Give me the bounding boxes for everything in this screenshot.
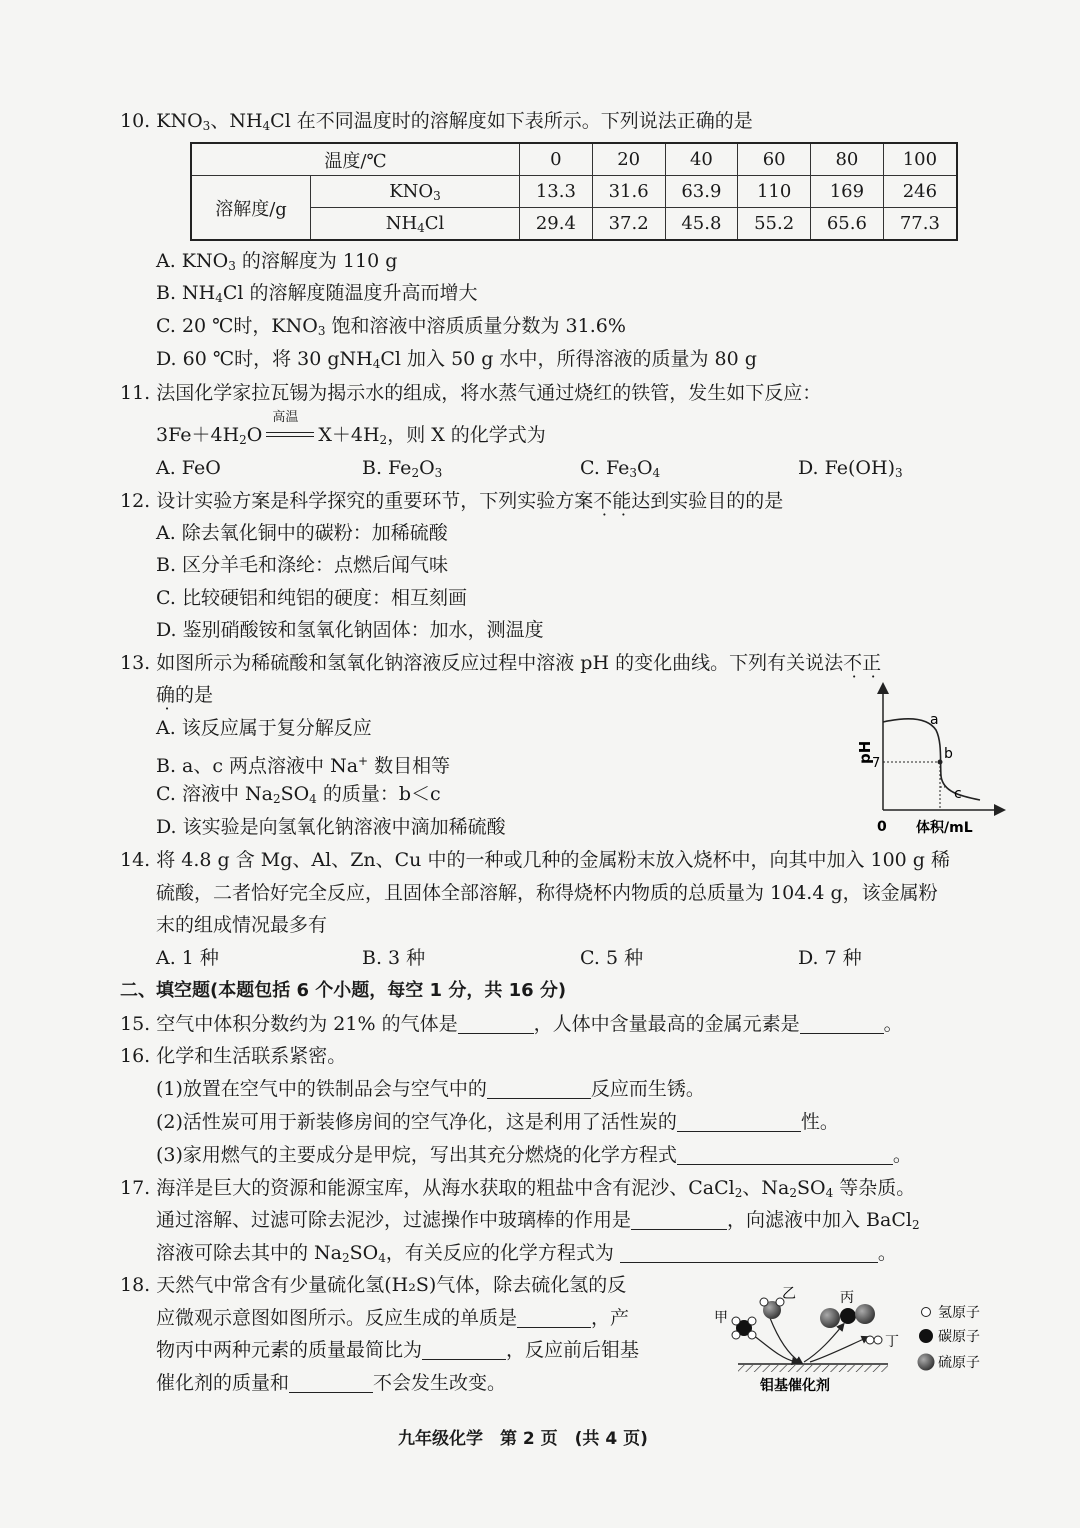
q11-option-a: A. FeO	[156, 457, 221, 479]
q14-line3: 末的组成情况最多有	[156, 914, 328, 936]
q18-line4: 催化剂的质量和 不会发生改变。	[156, 1372, 507, 1394]
answer-blank[interactable]	[631, 1211, 727, 1230]
temp-cell: 0	[520, 143, 593, 176]
kno3-value: 13.3	[520, 176, 593, 208]
ph-chart	[850, 680, 1010, 840]
q11-option-b: B. $Fe_2O_3$	[362, 457, 443, 480]
q12-option-c: C. 比较硬铝和纯铝的硬度：相互刻画	[156, 587, 467, 609]
temp-cell: 100	[883, 143, 957, 176]
q16-part2: (2)活性炭可用于新装修房间的空气净化，这是利用了活性炭的 性。	[156, 1111, 839, 1133]
q13-option-b: B. a、c 两点溶液中 Na+ 数目相等	[156, 754, 451, 777]
kno3-value: 246	[883, 176, 957, 208]
temp-cell: 20	[592, 143, 665, 176]
point-b	[938, 760, 943, 765]
nh4cl-value: 55.2	[738, 208, 811, 241]
q16-part3: (3)家用燃气的主要成分是甲烷，写出其充分燃烧的化学方程式 。	[156, 1144, 912, 1166]
legend-c-icon	[919, 1329, 933, 1343]
section-heading: 二、填空题(本题包括 6 个小题，每空 1 分，共 16 分)	[120, 980, 567, 1001]
kno3-label: $KNO_3$	[311, 176, 520, 208]
temp-header: 温度/℃	[191, 143, 520, 176]
point-b-label: b	[944, 746, 953, 762]
kno3-value: 63.9	[665, 176, 738, 208]
equation-arrow: 高温	[266, 422, 314, 448]
q14-line1: 14. 将 4.8 g 含 Mg、Al、Zn、Cu 中的一种或几种的金属粉末放入烧杯中，向其中加入 100 g 稀	[120, 849, 951, 871]
solubility-label: 溶解度/g	[191, 176, 311, 241]
answer-blank[interactable]	[422, 1341, 506, 1360]
answer-blank[interactable]	[487, 1080, 591, 1099]
q13-option-d: D. 该实验是向氢氧化钠溶液中滴加稀硫酸	[156, 816, 506, 838]
q18-line3: 物丙中两种元素的质量最简比为 ，反应前后钼基	[156, 1339, 640, 1361]
q16-part1: (1)放置在空气中的铁制品会与空气中的 反应而生锈。	[156, 1078, 705, 1100]
q18-line1: 18. 天然气中常含有少量硫化氢(H₂S)气体，除去硫化氢的反	[120, 1274, 627, 1296]
q13-option-a: A. 该反应属于复分解反应	[156, 717, 372, 739]
nh4cl-value: 45.8	[665, 208, 738, 241]
q11-stem: 11. 法国化学家拉瓦锡为揭示水的组成，将水蒸气通过烧红的铁管，发生如下反应：	[120, 382, 822, 404]
q13-option-c: C. 溶液中 $Na_2SO_4$ 的质量：b＜c	[156, 783, 441, 806]
answer-blank[interactable]	[458, 1015, 534, 1034]
q17-line1: 17. 海洋是巨大的资源和能源宝库，从海水获取的粗盐中含有泥沙、CaCl$_2$、$Na_2SO_4$ 等杂质。	[120, 1177, 916, 1200]
kno3-value: 110	[738, 176, 811, 208]
q15: 15. 空气中体积分数约为 21% 的气体是 ，人体中含量最高的金属元素是 。	[120, 1013, 903, 1035]
answer-blank[interactable]	[677, 1113, 801, 1132]
answer-blank[interactable]	[800, 1015, 884, 1034]
q12-stem: 12. 设计实验方案是科学探究的重要环节，下列实验方案不能达到实验目的的是	[120, 490, 784, 512]
x-axis-label: 体积/mL	[916, 820, 973, 836]
catalyst-label: 钼基催化剂	[760, 1378, 830, 1394]
legend-s: 硫原子	[938, 1355, 980, 1371]
label-bing: 丙	[840, 1290, 854, 1306]
q17-line2: 通过溶解、过滤可除去泥沙，过滤操作中玻璃棒的作用是 ，向滤液中加入 BaCl$_2$	[156, 1209, 920, 1232]
q13-stem-cont: 确的是	[156, 684, 214, 706]
nh4cl-value: 77.3	[883, 208, 957, 241]
kno3-value: 169	[811, 176, 884, 208]
answer-blank[interactable]	[677, 1146, 893, 1165]
page-footer: 九年级化学 第 2 页 (共 4 页)	[398, 1429, 648, 1449]
y-axis-label: pH	[856, 740, 874, 764]
q10-option-a: A. $KNO_3$ 的溶解度为 110 g	[156, 250, 398, 273]
label-jia: 甲	[714, 1310, 728, 1326]
solubility-table	[190, 142, 958, 241]
q10-stem: 10. $KNO_3$、$NH_4Cl$ 在不同温度时的溶解度如下表所示。下列说法正确的是	[120, 110, 753, 133]
q12-option-b: B. 区分羊毛和涤纶：点燃后闻气味	[156, 554, 449, 576]
point-a-label: a	[930, 712, 939, 728]
temp-cell: 40	[665, 143, 738, 176]
legend-h: 氢原子	[938, 1305, 980, 1321]
label-yi: 乙	[782, 1286, 796, 1302]
ph7-label: 7	[872, 756, 881, 771]
q16-stem: 16. 化学和生活联系紧密。	[120, 1045, 347, 1067]
molecule-jia	[732, 1317, 756, 1339]
legend-s-icon	[918, 1354, 935, 1371]
q10-option-d: D. 60 ℃时，将 30 gNH$_4$Cl 加入 50 g 水中，所得溶液的质量为 80 g	[156, 348, 757, 371]
legend-c: 碳原子	[938, 1329, 980, 1345]
point-c-label: c	[954, 786, 962, 802]
q10-option-c: C. 20 ℃时，$KNO_3$ 饱和溶液中溶质质量分数为 31.6%	[156, 315, 626, 338]
q14-line2: 硫酸，二者恰好完全反应，且固体全部溶解，称得烧杯内物质的总质量为 104.4 g，该金属粉	[156, 882, 938, 904]
q14-option-d: D. 7 种	[798, 947, 862, 969]
label-ding: 丁	[885, 1334, 899, 1350]
q14-option-c: C. 5 种	[580, 947, 644, 969]
nh4cl-value: 65.6	[811, 208, 884, 241]
answer-blank[interactable]	[620, 1244, 878, 1263]
origin-label: 0	[877, 819, 887, 835]
q10-option-b: B. $NH_4Cl$ 的溶解度随温度升高而增大	[156, 282, 478, 305]
answer-blank[interactable]	[517, 1309, 591, 1328]
ph-curve	[883, 719, 980, 800]
q17-line3: 溶液可除去其中的 $Na_2SO_4$，有关反应的化学方程式为 。	[156, 1242, 897, 1265]
answer-blank[interactable]	[289, 1374, 373, 1393]
q14-option-a: A. 1 种	[156, 947, 219, 969]
q13-stem: 13. 如图所示为稀硫酸和氢氧化钠溶液反应过程中溶液 pH 的变化曲线。下列有关说法不正	[120, 652, 882, 674]
q18-line2: 应微观示意图如图所示。反应生成的单质是 ，产	[156, 1307, 630, 1329]
q11-equation: $3Fe+4H_2O$ 高温 $X+4H_2$，则 X 的化学式为	[156, 410, 546, 447]
q11-option-c: C. $Fe_3O_4$	[580, 457, 661, 480]
legend-h-icon	[922, 1308, 931, 1317]
molecule-yi	[760, 1298, 784, 1319]
nh4cl-value: 29.4	[520, 208, 593, 241]
q11-option-d: D. $Fe(OH)_3$	[798, 457, 903, 480]
q12-option-d: D. 鉴别硝酸铵和氢氧化钠固体：加水，测温度	[156, 619, 544, 641]
temp-cell: 60	[738, 143, 811, 176]
nh4cl-label: $NH_4Cl$	[311, 208, 520, 241]
reaction-diagram	[708, 1282, 1008, 1400]
kno3-value: 31.6	[592, 176, 665, 208]
nh4cl-value: 37.2	[592, 208, 665, 241]
molecule-bing	[820, 1304, 875, 1328]
q14-option-b: B. 3 种	[362, 947, 426, 969]
temp-cell: 80	[811, 143, 884, 176]
molecule-ding	[866, 1336, 882, 1344]
q12-option-a: A. 除去氧化铜中的碳粉：加稀硫酸	[156, 522, 448, 544]
